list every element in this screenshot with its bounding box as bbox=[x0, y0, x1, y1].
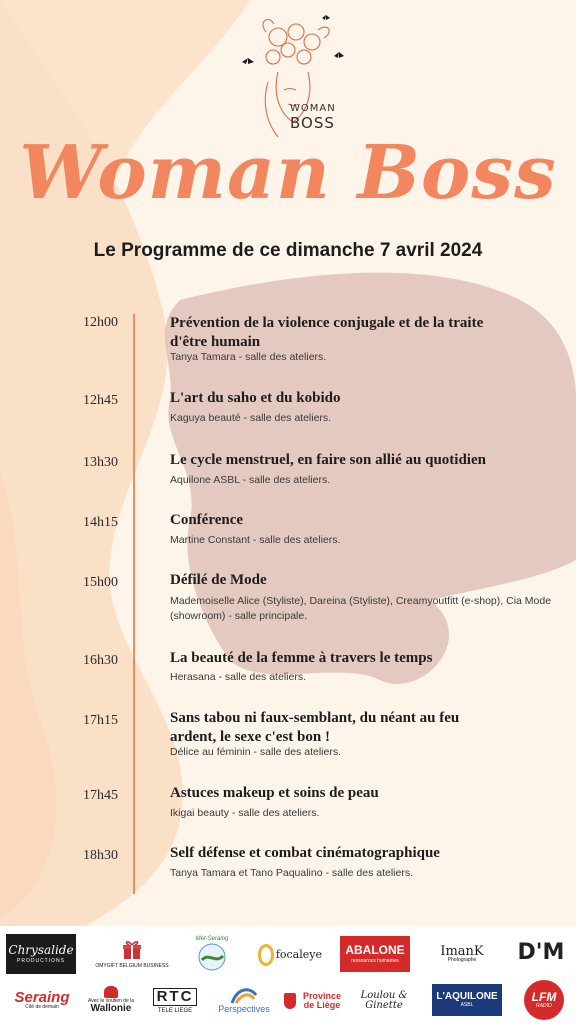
sponsor-aquilone-name: L'AQUILONE bbox=[436, 991, 498, 1003]
program-title: Astuces makeup et soins de peau bbox=[170, 785, 379, 801]
perspectives-icon bbox=[230, 985, 258, 1005]
met-seraing-icon bbox=[197, 942, 227, 972]
program-title: Prévention de la violence conjugale et de la traite d'être humain bbox=[170, 315, 484, 350]
sponsor-metseraing bbox=[188, 930, 236, 978]
program-subtitle: Tanya Tamara - salle des ateliers. bbox=[170, 351, 327, 363]
sponsor-dm-name: D'M bbox=[517, 940, 565, 966]
sponsor-seraing bbox=[6, 982, 78, 1018]
sponsor-imank-sub: Photographe bbox=[447, 957, 477, 964]
program-title: La beauté de la femme à travers le temps bbox=[170, 650, 433, 666]
sponsor-chrysalide bbox=[6, 934, 76, 974]
program-title: Sans tabou ni faux-semblant, du néant au feu ardent, le sexe c'est bon ! bbox=[170, 710, 460, 745]
sponsor-wallonie-name: Wallonie bbox=[90, 1002, 132, 1014]
sponsor-seraing-name: Seraing bbox=[14, 988, 70, 1006]
logo-line2: BOSS bbox=[290, 114, 335, 132]
program-time: 15h00 bbox=[83, 575, 118, 590]
sponsor-imank-name: ImanK bbox=[440, 943, 484, 959]
program-subtitle: Herasana - salle des ateliers. bbox=[170, 671, 306, 683]
sponsor-perspectives bbox=[214, 980, 274, 1020]
program-subtitle: Martine Constant - salle des ateliers. bbox=[170, 534, 341, 546]
logo-text bbox=[290, 104, 370, 131]
sponsor-wallonie-pre: Avec le soutien de la bbox=[87, 997, 135, 1004]
sponsor-aquilone-sub: ASBL bbox=[460, 1001, 474, 1008]
program-subtitle: Tanya Tamara et Tano Paqualino - salle des ateliers. bbox=[170, 867, 414, 879]
program-subtitle: Kaguya beauté - salle des ateliers. bbox=[170, 412, 332, 424]
sponsor-aquilone bbox=[432, 984, 502, 1016]
program-title: L'art du saho et du kobido bbox=[170, 390, 341, 406]
program-subtitle: Aquilone ASBL - salle des ateliers. bbox=[170, 474, 331, 486]
page-title: Woman Boss bbox=[19, 130, 557, 216]
sponsor-focaleye bbox=[258, 938, 322, 972]
sponsor-rtc-name: RTC bbox=[153, 988, 198, 1006]
sponsor-lfm-name: LFM bbox=[531, 990, 557, 1005]
sponsor-abalone-sub: ressources humaines bbox=[351, 957, 399, 964]
sponsors-bar bbox=[0, 926, 576, 1024]
program-subtitle: Délice au féminin - salle des ateliers. bbox=[170, 746, 341, 758]
sponsor-lfm-sub: RADIO bbox=[536, 1002, 552, 1009]
sponsor-wallonie bbox=[86, 980, 136, 1020]
sponsor-loulou-name: Loulou & Ginette bbox=[360, 989, 408, 1011]
timeline-line bbox=[133, 314, 135, 894]
page-subtitle: Le Programme de ce dimanche 7 avril 2024 bbox=[93, 240, 483, 261]
sponsor-metseraing-name: Met-Seraing bbox=[195, 935, 229, 942]
logo-line1: WOMAN bbox=[290, 103, 336, 114]
sponsor-omygift bbox=[92, 932, 172, 976]
sponsor-perspectives-name: Perspectives bbox=[218, 1004, 270, 1015]
program-title: Le cycle menstruel, en faire son allié au quotidien bbox=[170, 452, 486, 468]
program-time: 12h00 bbox=[83, 315, 118, 330]
program-time: 14h15 bbox=[83, 515, 118, 530]
sponsor-abalone-name: ABALONE bbox=[345, 943, 405, 958]
eye-icon bbox=[258, 944, 274, 966]
program-time: 17h15 bbox=[83, 713, 118, 728]
gift-icon bbox=[121, 939, 143, 961]
program-title: Conférence bbox=[170, 512, 244, 528]
sponsor-abalone bbox=[340, 936, 410, 972]
sponsor-lfm bbox=[524, 980, 564, 1020]
sponsor-focaleye-name: focaleye bbox=[275, 948, 322, 962]
sponsor-imank bbox=[432, 936, 492, 972]
sponsor-loulou bbox=[356, 982, 412, 1020]
sponsor-rtc-sub: TELE LIEGE bbox=[157, 1007, 193, 1014]
sponsor-seraing-sub: Cité de demain bbox=[25, 1004, 59, 1011]
program-time: 18h30 bbox=[83, 848, 118, 863]
program-title: Défilé de Mode bbox=[170, 572, 267, 588]
province-shield-icon bbox=[284, 993, 296, 1009]
program-time: 16h30 bbox=[83, 653, 118, 668]
program-subtitle: Ikigai beauty - salle des ateliers. bbox=[170, 807, 320, 819]
sponsor-rtc bbox=[148, 984, 202, 1018]
sponsor-province bbox=[282, 984, 346, 1018]
sponsor-dm bbox=[516, 934, 566, 972]
sponsor-omygift-name: OMYGIFT BELGIUM BUSINESS bbox=[95, 962, 169, 969]
rooster-icon bbox=[104, 986, 118, 998]
sponsor-province-name: Province de Liège bbox=[302, 990, 342, 1010]
program-time: 12h45 bbox=[83, 393, 118, 408]
program-time: 17h45 bbox=[83, 788, 118, 803]
program-time: 13h30 bbox=[83, 455, 118, 470]
sponsor-chrysalide-sub: PRODUCTIONS bbox=[17, 957, 65, 964]
program-title: Self défense et combat cinématographique bbox=[170, 845, 440, 861]
program-subtitle: Mademoiselle Alice (Styliste), Dareina (Styliste), Creamyoutfitt (e-shop), Cia Mode (showroom) - salle principale. bbox=[170, 595, 552, 622]
sponsor-chrysalide-name: Chrysalide bbox=[8, 943, 74, 958]
